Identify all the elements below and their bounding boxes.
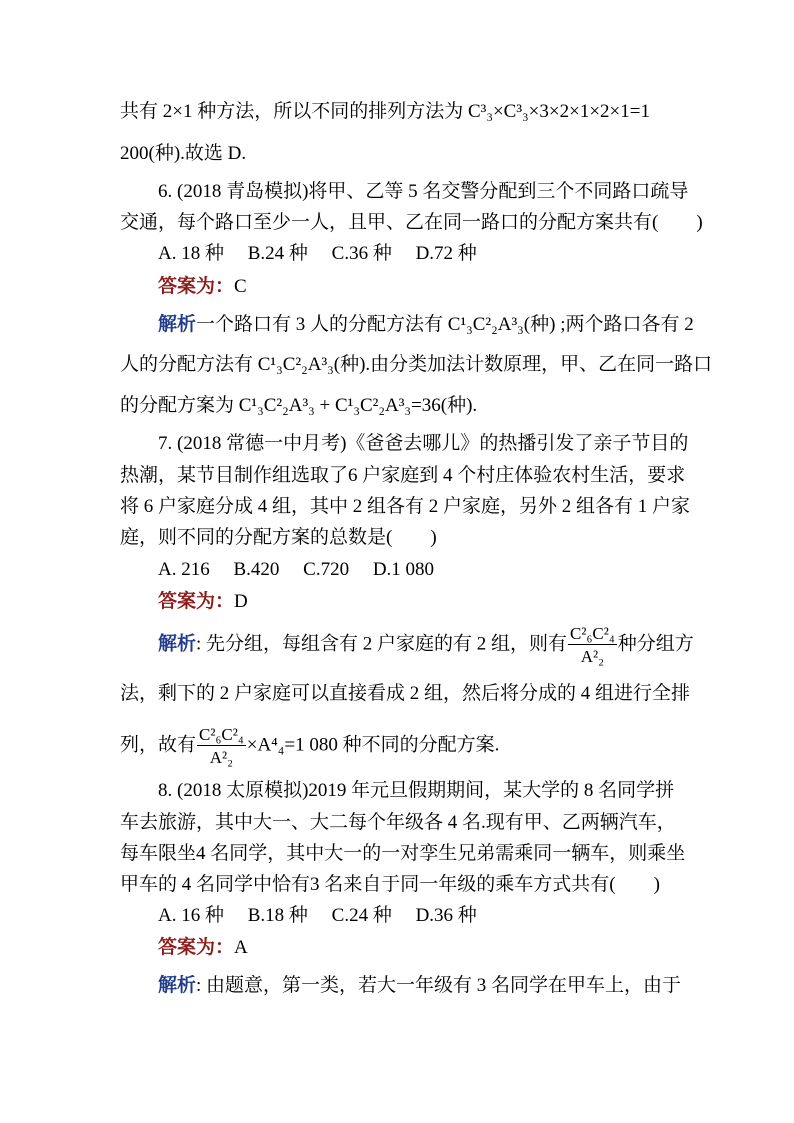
text-segment: A. 18 种 B.24 种 C.36 种 D.72 种 [158,243,477,264]
analysis-label: 解析 [158,975,197,996]
text-segment: 甲车的 4 名同学中恰有3 名来自于同一年级的乘车方式共有( ) [120,874,660,895]
text-segment: D [234,591,248,612]
text-segment: 法，剩下的 2 户家庭可以直接看成 2 组，然后将分成的 4 组进行全排 [120,683,691,704]
answer-label: 答案为： [158,937,235,958]
text-segment: ×A⁴₄=1 080 种不同的分配方案. [246,734,500,756]
text-segment: 6. (2018 青岛模拟)将甲、乙等 5 名交警分配到三个不同路口疏导 [158,181,689,202]
text-line [120,395,477,417]
text-segment: 热潮，某节目制作组选取了6 户家庭到 4 个村庄体验农村生活，要求 [120,465,686,486]
options-6 [158,243,477,265]
text-segment: A. 16 种 B.18 种 C.24 种 D.36 种 [158,905,477,926]
text-segment: 车去旅游，其中大一、大二每个年级各 4 名.现有甲、乙两辆汽车， [120,812,676,833]
analysis-label: 解析 [158,314,197,335]
options-8 [158,905,477,927]
text-segment: A [234,937,248,958]
text-line [120,101,650,123]
text-segment: A. 216 B.420 C.720 D.1 080 [158,559,435,580]
text-segment: 种分组方 [617,633,694,655]
analysis-label: 解析 [158,633,197,655]
question-7 [158,433,688,455]
answer-label: 答案为： [158,276,235,297]
fraction-numerator: C²₆C²₄ [570,624,615,643]
text-line [120,143,246,165]
answer-7 [158,591,248,613]
question-6 [158,181,688,203]
text-line [120,354,712,376]
question-8 [158,780,674,802]
analysis-6 [158,314,694,336]
text-line [120,212,703,234]
text-segment: C [234,276,247,297]
text-segment: 共有 2×1 种方法，所以不同的排列方法为 C³₃×C³₃×3×2×1×2×1=1 [120,101,650,122]
fraction [568,624,617,666]
analysis-7 [158,624,694,666]
text-segment: : 先分组，每组含有 2 户家庭的有 2 组，则有 [196,633,568,655]
fraction-denominator: A²₂ [580,647,605,666]
text-line [120,527,437,549]
answer-6 [158,276,247,298]
options-7 [158,559,434,581]
answer-8 [158,937,248,959]
answer-label: 答案为： [158,591,235,612]
text-line [120,725,499,767]
text-line [120,465,685,487]
fraction-denominator: A²₂ [209,748,234,767]
text-segment: 一个路口有 3 人的分配方法有 C¹₃C²₂A³₃(种) ;两个路口各有 2 [196,314,694,335]
text-segment: 的分配方案为 C¹₃C²₂A³₃ + C¹₃C²₂A³₃=36(种). [120,395,478,416]
text-segment: 庭，则不同的分配方案的总数是( ) [120,527,437,548]
text-segment: 交通，每个路口至少一人，且甲、乙在同一路口的分配方案共有( ) [120,212,703,233]
text-line [120,874,660,896]
text-line [120,683,690,705]
text-segment: 列，故有 [120,734,197,756]
text-segment: 200(种).故选 D. [120,143,247,164]
text-segment: 每车限坐4 名同学，其中大一的一对孪生兄弟需乘同一辆车，则乘坐 [120,843,686,864]
text-line [120,496,690,518]
text-segment: 8. (2018 太原模拟)2019 年元旦假期期间，某大学的 8 名同学拼 [158,780,675,801]
fraction [197,725,246,767]
text-segment: 将 6 户家庭分成 4 组，其中 2 组各有 2 户家庭，另外 2 组各有 1 户家 [120,496,691,517]
text-line [120,812,676,834]
text-segment: 人的分配方法有 C¹₃C²₂A³₃(种).由分类加法计数原理，甲、乙在同一路口 [120,354,713,375]
analysis-8 [158,975,681,997]
text-line [120,843,685,865]
fraction-numerator: C²₆C²₄ [199,725,244,744]
text-segment: 7. (2018 常德一中月考)《爸爸去哪儿》的热播引发了亲子节目的 [158,433,689,454]
text-segment: : 由题意，第一类，若大一年级有 3 名同学在甲车上，由于 [196,975,682,996]
